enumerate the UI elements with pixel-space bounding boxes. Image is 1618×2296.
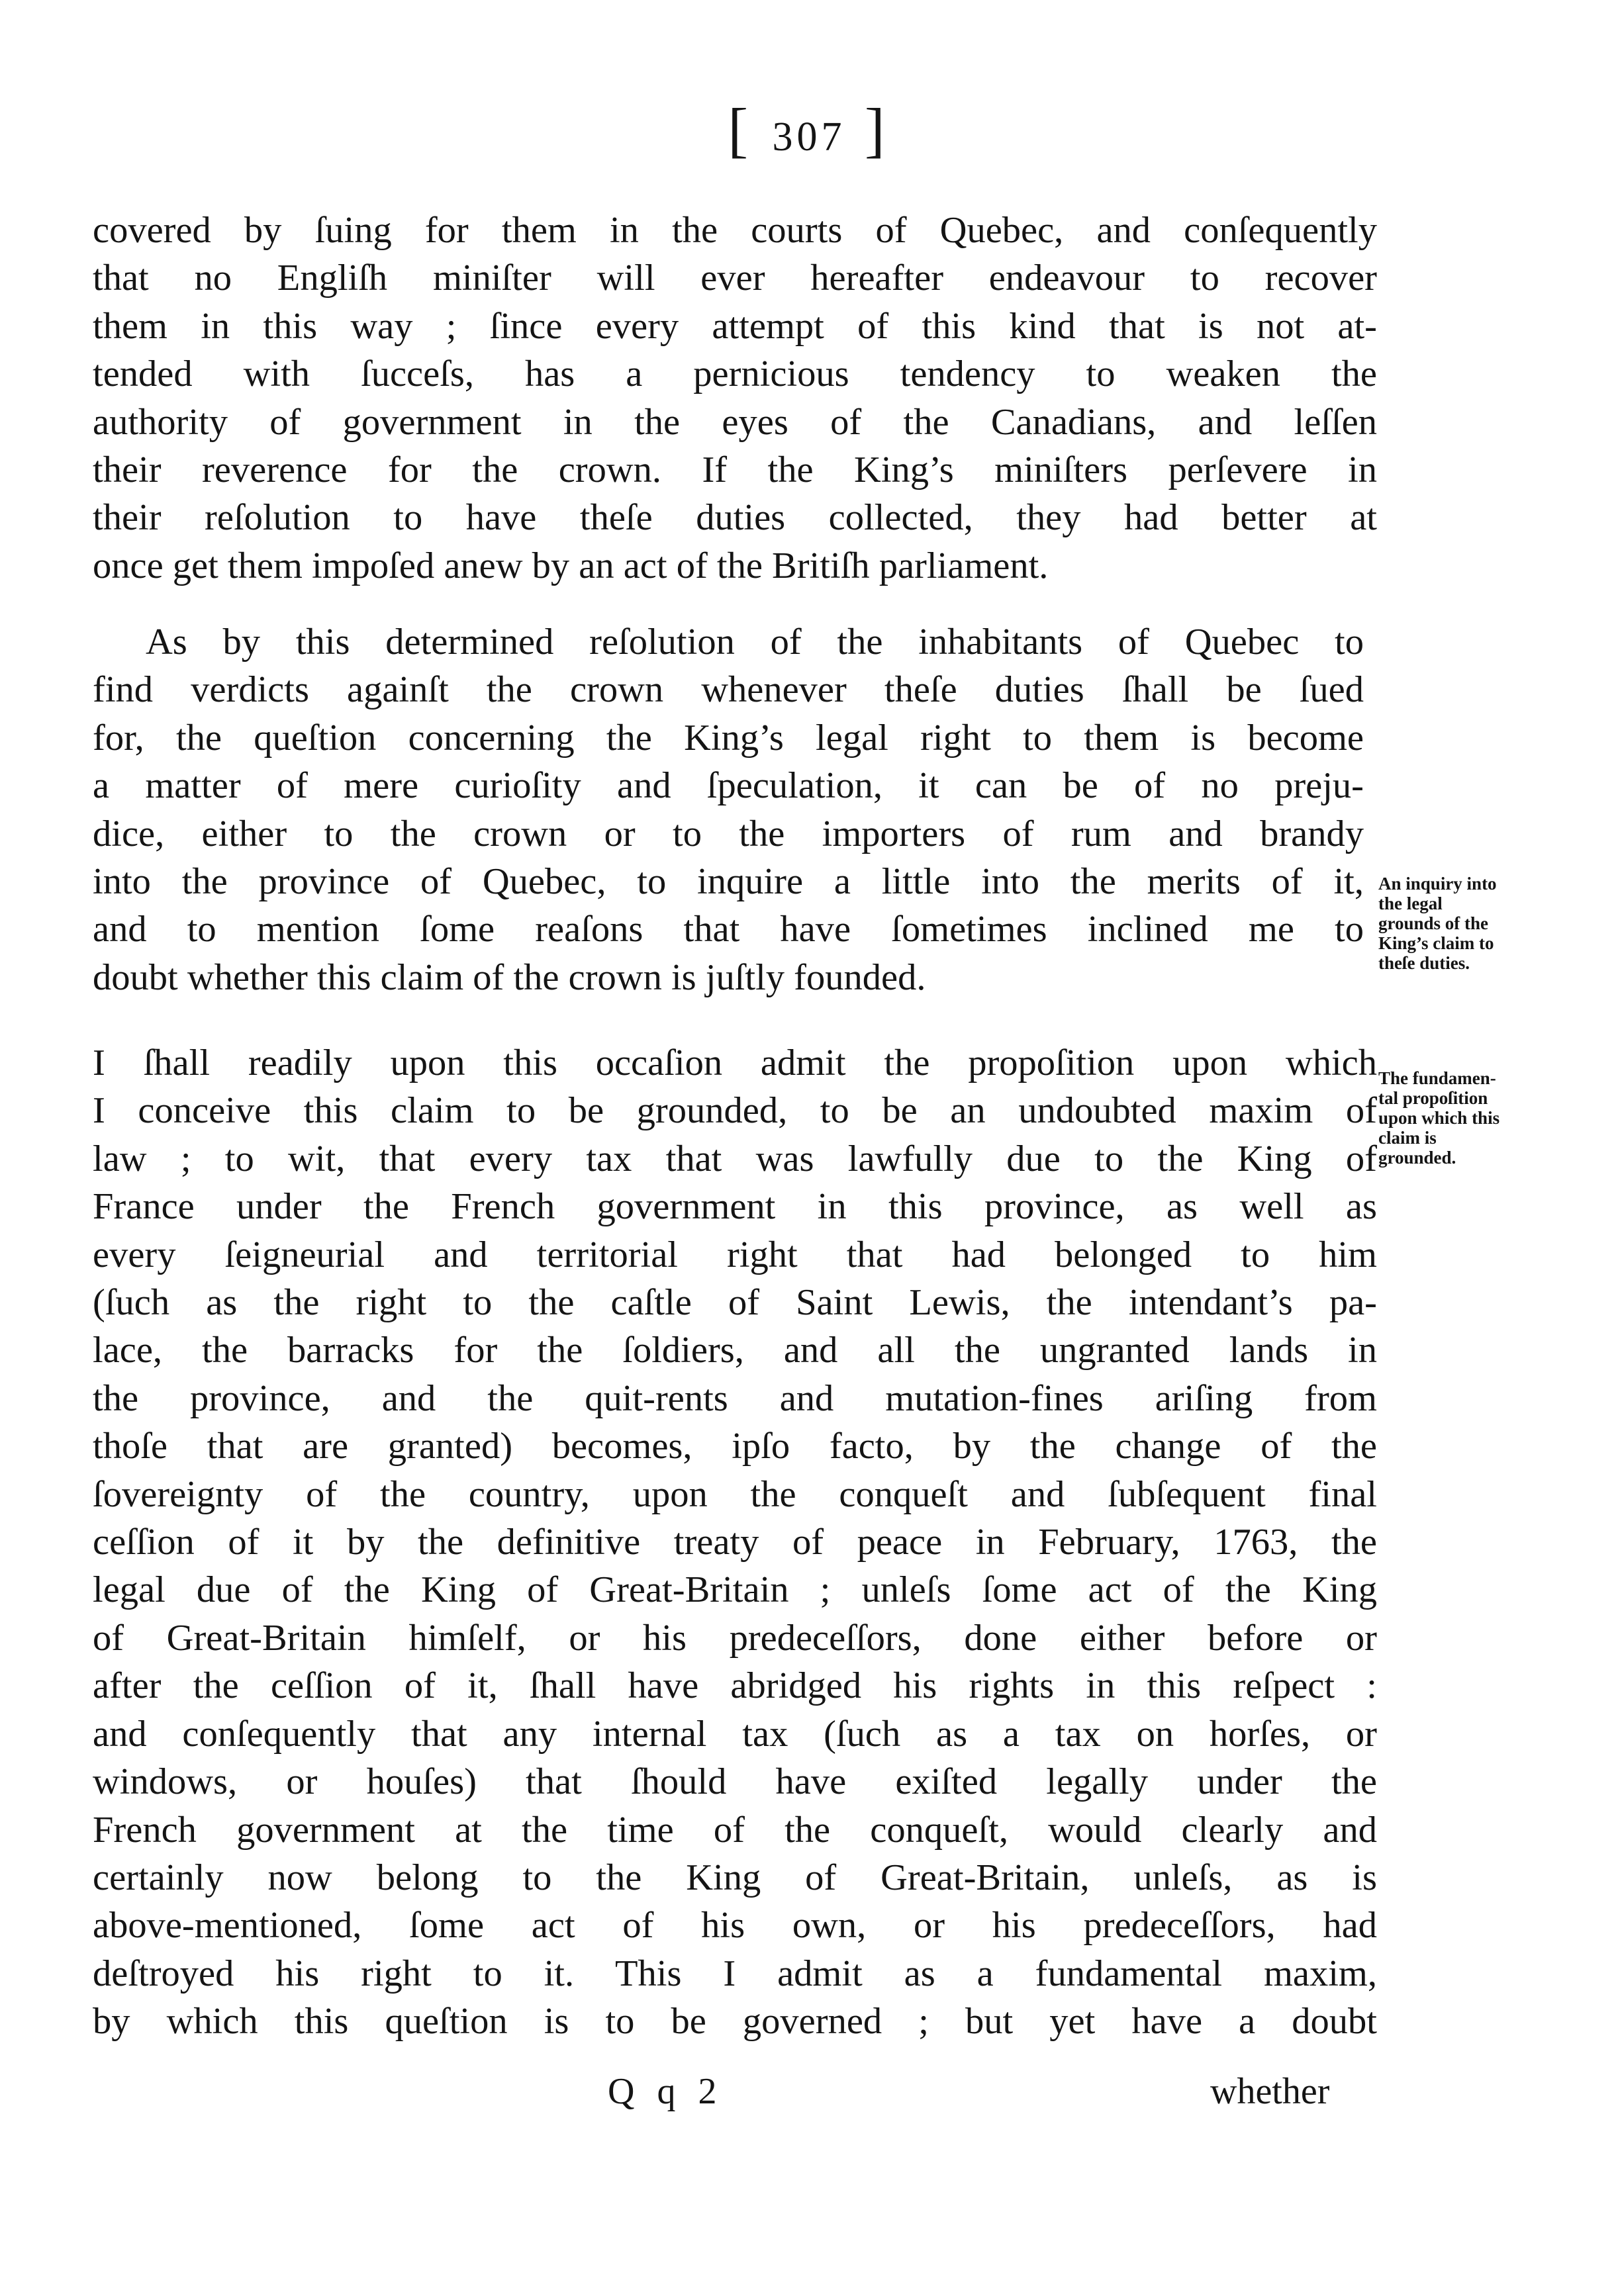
text-line: French government at the time of the conqueſt, would clearly and [93,1809,1377,1851]
text-line: that no Engliſh miniſter will ever hereafter endeavour to recover [93,257,1377,299]
header-close-bracket: ] [865,96,890,163]
text-line: authority of government in the eyes of the Canadians, and leſſen [93,401,1377,443]
text-line: the province, and the quit-rents and mutation-fines ariſing from [93,1377,1377,1419]
marginal-note-line: King’s claim to [1378,933,1494,953]
text-line: their reſolution to have theſe duties collected, they had better at [93,497,1377,539]
text-line: covered by ſuing for them in the courts of Quebec, and conſequently [93,210,1377,251]
text-line: by which this queſtion is to be governed ; but yet have a doubt [93,2001,1377,2043]
marginal-note-fundamental-proposition [1378,1068,1499,1168]
text-line: dice, either to the crown or to the importers of rum and brandy [93,813,1364,854]
text-line: France under the French government in this province, as well as [93,1186,1377,1228]
text-line: once get them impoſed anew by an act of the Britiſh parliament. [93,545,1049,586]
text-line: doubt whether this claim of the crown is juſtly founded. [93,956,926,998]
page-number: 307 [772,115,846,160]
marginal-note-line: upon which this [1378,1108,1500,1128]
text-line: above-mentioned, ſome act of his own, or his predeceſſors, had [93,1905,1377,1947]
text-line: I conceive this claim to be grounded, to be an undoubted maxim of [93,1090,1377,1132]
marginal-note-line: The fundamen- [1378,1068,1496,1088]
text-line: every ſeigneurial and territorial right that had belonged to him [93,1234,1377,1275]
text-line: thoſe that are granted) becomes, ipſo facto, by the change of the [93,1426,1377,1467]
text-line: for, the queſtion concerning the King’s legal right to them is become [93,717,1364,758]
marginal-note-line: An inquiry into [1378,874,1497,894]
marginal-note-line: tal propoſition [1378,1088,1488,1108]
text-line: I ſhall readily upon this occaſion admit the propoſition upon which [93,1042,1377,1083]
text-line: windows, or houſes) that ſhould have exiſted legally under the [93,1761,1377,1803]
text-line: a matter of mere curioſity and ſpeculation, it can be of no preju- [93,765,1364,807]
marginal-note-line: grounded. [1378,1148,1456,1168]
text-line: certainly now belong to the King of Great-Britain, unleſs, as is [93,1857,1377,1898]
text-line: after the ceſſion of it, ſhall have abridged his rights in this reſpect : [93,1665,1377,1707]
text-line: deſtroyed his right to it. This I admit as a fundamental maxim, [93,1952,1377,1994]
marginal-note-line: claim is [1378,1128,1437,1148]
text-line: law ; to wit, that every tax that was lawfully due to the King of [93,1138,1377,1179]
paragraph-3 [93,1039,1377,2046]
text-line: tended with ſucceſs, has a pernicious tendency to weaken the [93,353,1377,395]
catchword: whether [1210,2071,1330,2112]
marginal-note-inquiry [1378,874,1497,973]
text-line: As by this determined reſolution of the inhabitants of Quebec to [146,621,1364,663]
text-line: them in this way ; ſince every attempt of this kind that is not at- [93,305,1377,347]
text-line: ſovereignty of the country, upon the conqueſt and ſubſequent final [93,1473,1377,1515]
text-line: find verdicts againſt the crown whenever theſe duties ſhall be ſued [93,669,1364,711]
text-line: of Great-Britain himſelf, or his predeceſſors, done either before or [93,1617,1377,1659]
text-line: (ſuch as the right to the caſtle of Saint Lewis, the intendant’s pa- [93,1282,1377,1324]
text-line: into the province of Quebec, to inquire a little into the merits of it, [93,861,1364,903]
text-line: ceſſion of it by the definitive treaty of peace in February, 1763, the [93,1522,1377,1563]
text-line: and conſequently that any internal tax (ſuch as a tax on horſes, or [93,1713,1377,1755]
text-line: lace, the barracks for the ſoldiers, and all the ungranted lands in [93,1330,1377,1371]
text-line: legal due of the King of Great-Britain ; unleſs ſome act of the King [93,1569,1377,1611]
paragraph-2 [93,618,1364,1001]
text-line: and to mention ſome reaſons that have ſometimes inclined me to [93,909,1364,950]
page-header [0,96,1618,163]
text-line: their reverence for the crown. If the King’s miniſters perſevere in [93,449,1377,491]
marginal-note-line: theſe duties. [1378,953,1470,973]
paragraph-1 [93,207,1377,590]
signature-mark: Q q 2 [608,2071,724,2112]
marginal-note-line: the legal [1378,894,1443,913]
marginal-note-line: grounds of the [1378,913,1489,933]
header-open-bracket: [ [728,96,753,163]
